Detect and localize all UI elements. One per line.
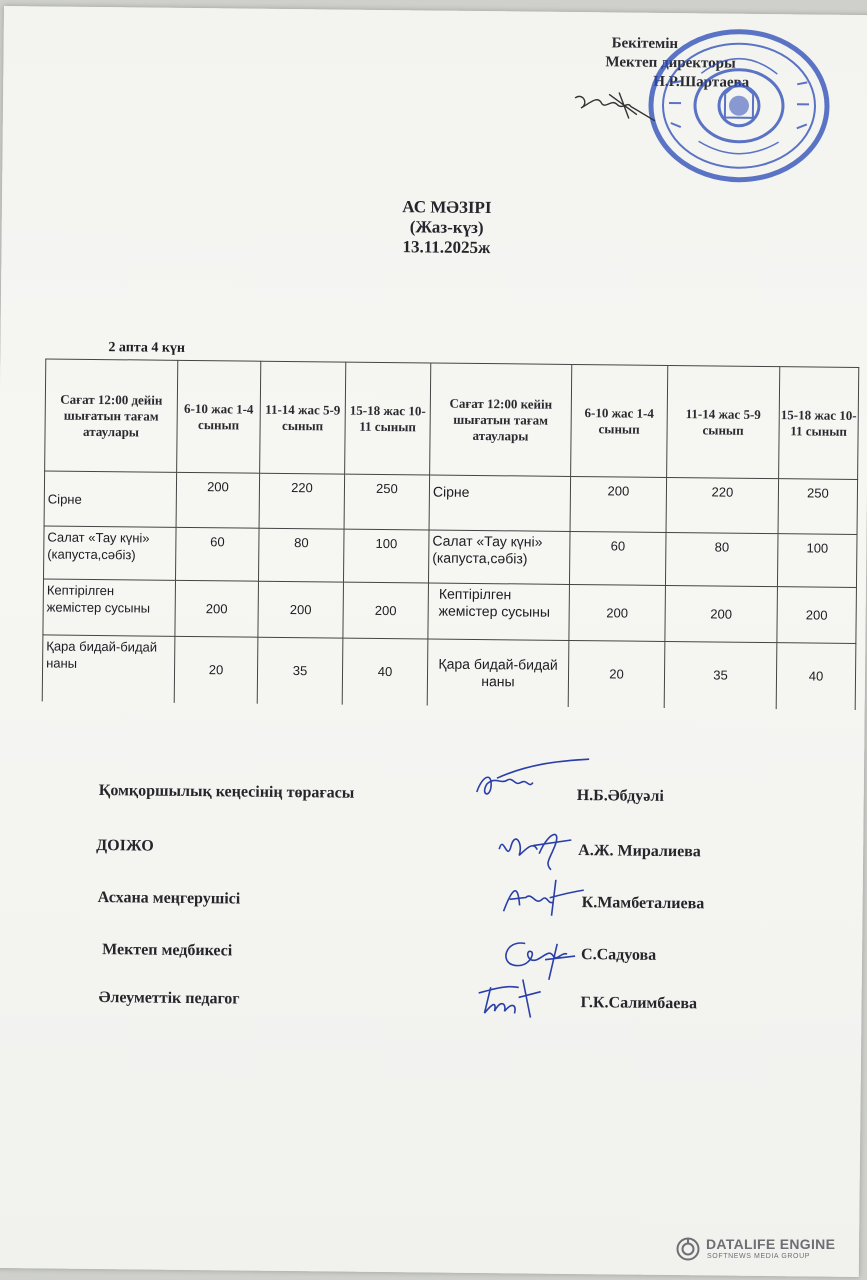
- column-header: Сағат 12:00 дейін шығатын тағам атаулары: [45, 359, 178, 472]
- table-header-row: [45, 359, 859, 480]
- portion-11-14: 80: [258, 528, 344, 582]
- portion-15-18: 200: [343, 582, 429, 639]
- signatory-row: [97, 941, 777, 974]
- column-header: 11-14 жас 5-9 сынып: [260, 361, 346, 474]
- portion-11-14: 80: [665, 532, 778, 586]
- dish-name-after-noon: Кептірілген жемістер сусыны: [428, 583, 570, 640]
- signatory-name: К.Мамбеталиева: [581, 894, 705, 913]
- watermark-tagline: SOFTNEWS MEDIA GROUP: [707, 1253, 811, 1260]
- signatory-name: С.Садуова: [581, 946, 657, 964]
- column-header: Сағат 12:00 кейін шығатын тағам атаулары: [430, 363, 572, 476]
- portion-11-14: 35: [664, 641, 777, 708]
- signatory-row: [97, 889, 777, 922]
- portion-11-14: 220: [666, 477, 779, 533]
- week-day-label: 2 апта 4 күн: [108, 340, 186, 356]
- portion-15-18: 200: [777, 587, 857, 644]
- portion-15-18: 250: [344, 474, 430, 530]
- portion-6-10: 20: [174, 636, 258, 703]
- table-row: [44, 526, 858, 588]
- signatory-row: [99, 782, 779, 815]
- table-row: [44, 471, 858, 535]
- portion-6-10: 60: [569, 531, 666, 585]
- dish-name-before-noon: Сірне: [44, 471, 177, 527]
- signatory-name: Н.Б.Әбдуәлі: [576, 787, 664, 805]
- portion-15-18: 250: [778, 479, 858, 535]
- column-header: 15-18 жас 10-11 сынып: [345, 362, 431, 475]
- signatory-role: Асхана меңгерушісі: [97, 889, 241, 908]
- signatory-name: А.Ж. Миралиева: [578, 842, 701, 861]
- dish-name-before-noon: Қара бидай-бидай наны: [42, 635, 175, 702]
- table-row: [42, 635, 856, 710]
- table-row: [43, 579, 857, 644]
- season-label: (Жаз-күз): [409, 217, 484, 238]
- signatory-role: Қомқоршылық кеңесінің төрағасы: [98, 782, 355, 802]
- dish-name-after-noon: Сірне: [429, 475, 571, 531]
- watermark-brand: DATALIFE ENGINE: [706, 1236, 836, 1252]
- director-signature: [571, 84, 661, 130]
- portion-11-14: 220: [259, 473, 345, 529]
- signature-pedagogue: [468, 973, 559, 1024]
- portion-15-18: 100: [343, 529, 429, 583]
- dish-name-before-noon: Кептірілген жемістер сусыны: [43, 579, 176, 636]
- dish-name-before-noon: Салат «Тау күні» (капуста,сәбіз): [44, 526, 177, 580]
- signatory-row: [98, 837, 778, 870]
- menu-date: 13.11.2025ж: [402, 237, 491, 258]
- document-title-block: [301, 196, 592, 259]
- datalife-logo-icon: [676, 1237, 700, 1261]
- portion-6-10: 200: [569, 584, 666, 641]
- portion-15-18: 40: [342, 638, 428, 705]
- portion-6-10: 60: [175, 527, 259, 581]
- portion-6-10: 200: [175, 580, 259, 637]
- official-stamp-icon: [640, 23, 832, 185]
- portion-11-14: 200: [258, 581, 344, 638]
- signature-canteen: [497, 875, 587, 922]
- portion-15-18: 40: [776, 643, 856, 710]
- signatory-role: ДОІЖО: [96, 837, 154, 855]
- portion-6-10: 20: [568, 640, 665, 707]
- portion-15-18: 100: [777, 534, 857, 588]
- column-header: 11-14 жас 5-9 сынып: [667, 365, 780, 478]
- dish-name-after-noon: Салат «Тау күні» (капуста,сәбіз): [428, 530, 570, 584]
- datalife-watermark: [676, 1236, 846, 1266]
- menu-table: [42, 358, 860, 709]
- document-sheet: [0, 6, 867, 1277]
- signatory-row: [96, 989, 776, 1022]
- approval-line-3: Н.Р.Шартаева: [653, 73, 750, 91]
- signatory-role: Әлеуметтік педагог: [98, 989, 240, 1008]
- signature-deputy: [493, 819, 584, 876]
- portion-11-14: 35: [257, 637, 343, 704]
- portion-6-10: 200: [176, 472, 260, 528]
- signatories-block: [96, 782, 779, 1013]
- approval-line-2: Мектеп директоры: [605, 54, 736, 72]
- portion-11-14: 200: [665, 585, 778, 642]
- column-header: 6-10 жас 1-4 сынып: [177, 360, 261, 473]
- column-header: 15-18 жас 10-11 сынып: [779, 367, 859, 480]
- portion-6-10: 200: [570, 476, 667, 532]
- signatory-role: Мектеп медбикесі: [102, 941, 233, 960]
- column-header: 6-10 жас 1-4 сынып: [571, 364, 668, 477]
- dish-name-after-noon: Қара бидай-бидай наны: [427, 639, 569, 706]
- approval-line-1: Бекітемін: [611, 35, 679, 53]
- document-title: АС МӘЗІРІ: [402, 197, 492, 218]
- signatory-name: Г.К.Салимбаева: [580, 994, 698, 1013]
